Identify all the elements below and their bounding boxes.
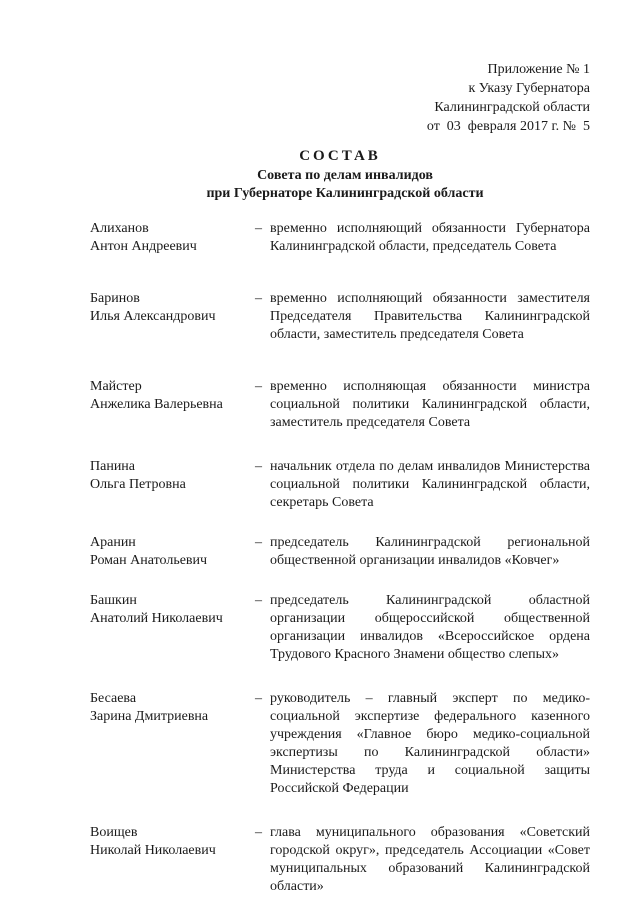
member-surname: Аранин	[90, 535, 136, 550]
appendix-region: Калининградской области	[434, 100, 590, 115]
member-surname: Воищев	[90, 825, 138, 840]
member-name	[90, 592, 255, 664]
appendix-date-text: от 03 февраля 2017 г. № 5	[426, 119, 590, 134]
member-role: временно исполняющая обязанности министра социальной политики Калининградской области, заместитель председателя Совета	[270, 379, 590, 430]
title-governor: при Губернаторе Калининградской области	[206, 186, 484, 201]
member-name	[90, 690, 255, 798]
member-given-names: Роман Анатольевич	[90, 553, 208, 568]
member-entry	[90, 458, 590, 512]
member-given-names: Анжелика Валерьевна	[90, 397, 223, 412]
member-entry	[90, 220, 590, 256]
member-surname: Баринов	[90, 291, 140, 306]
member-list	[90, 220, 590, 896]
member-given-names: Зарина Дмитриевна	[90, 709, 209, 724]
member-surname: Алиханов	[90, 221, 149, 236]
member-entry	[90, 378, 590, 432]
member-role: временно исполняющий обязанности заместителя Председателя Правительства Калининградской области, заместитель председателя Совета	[270, 291, 590, 342]
member-role: председатель Калининградской региональной общественной организации инвалидов «Ковчег»	[270, 535, 590, 568]
document-title	[0, 147, 640, 203]
member-given-names: Ольга Петровна	[90, 477, 186, 492]
member-entry	[90, 534, 590, 570]
member-given-names: Антон Андреевич	[90, 239, 197, 254]
member-given-names: Илья Александрович	[90, 309, 216, 324]
member-dash: –	[255, 593, 262, 608]
appendix-header	[350, 60, 590, 136]
member-surname: Башкин	[90, 593, 137, 608]
member-surname: Бесаева	[90, 691, 137, 706]
member-given-names: Анатолий Николаевич	[90, 611, 223, 626]
member-dash: –	[255, 379, 262, 394]
member-dash: –	[255, 291, 262, 306]
title-council: Совета по делам инвалидов	[257, 168, 433, 183]
appendix-decree-ref: к Указу Губернатора	[468, 81, 590, 96]
member-role: председатель Калининградской областной организации общероссийской общественной организации инвалидов «Всероссийское ордена Трудового Красного Знамени общество слепых»	[270, 593, 590, 662]
member-entry	[90, 690, 590, 798]
member-name	[90, 458, 255, 512]
member-entry	[90, 290, 590, 344]
member-dash: –	[255, 825, 262, 840]
member-role: руководитель – главный эксперт по медико-социальной экспертизе федерального казенного учреждения «Главное бюро медико-социальной экспертизы по Калининградской области» Министерства труда и социальной защиты Российской Федерации	[270, 691, 590, 796]
member-name	[90, 220, 255, 256]
member-given-names: Николай Николаевич	[90, 843, 216, 858]
appendix-date	[350, 117, 590, 136]
member-dash: –	[255, 221, 262, 236]
member-entry	[90, 592, 590, 664]
member-surname: Панина	[90, 459, 136, 474]
member-name	[90, 534, 255, 570]
member-surname: Майстер	[90, 379, 142, 394]
member-entry	[90, 824, 590, 896]
member-role: начальник отдела по делам инвалидов Министерства социальной политики Калининградской области, секретарь Совета	[270, 459, 590, 510]
member-dash: –	[255, 535, 262, 550]
member-dash: –	[255, 691, 262, 706]
member-role: временно исполняющий обязанности Губернатора Калининградской области, председатель Совета	[270, 221, 590, 254]
member-name	[90, 378, 255, 432]
member-dash: –	[255, 459, 262, 474]
member-role: глава муниципального образования «Советский городской округ», председатель Ассоциации «Совет муниципальных образований Калининградской области»	[270, 825, 590, 894]
member-name	[90, 290, 255, 344]
appendix-number: Приложение № 1	[487, 62, 590, 77]
member-name	[90, 824, 255, 896]
title-main: СОСТАВ	[299, 148, 381, 164]
